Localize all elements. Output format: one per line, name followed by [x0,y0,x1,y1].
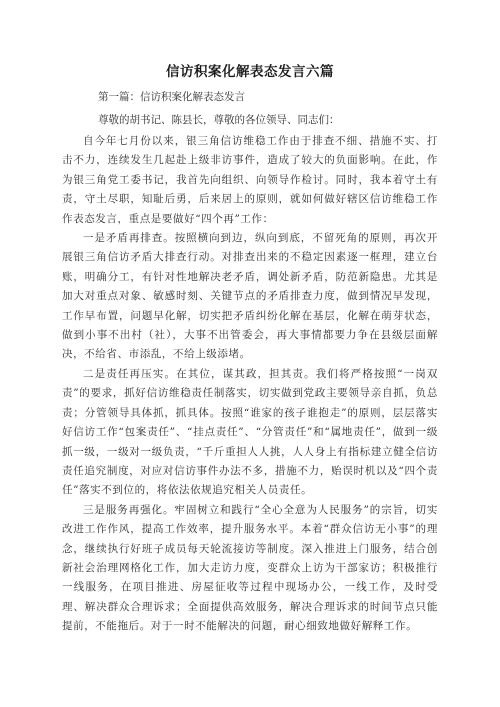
body-paragraph-service: 三是服务再强化。牢固树立和践行“全心全意为人民服务”的宗旨，切实改进工作作风，提高工作效率，提升服务水平。本着“群众信访无小事”的理念，继续执行好班子成员每天轮流接访等制度。深入推进上门服务，结合创新社会治理网格化工作，加大走访力度，变群众上访为干部家访；积极推行一线服务，在项目推进、房屋征收等过程中现场办公，一线工作，及时受理、解决群众合理诉求；全面提供高效服务，解决合理诉求的时间节点只能提前，不能拖后。对于一时不能解决的问题，耐心细致地做好解释工作。 [62,503,438,633]
document-title: 信访积案化解表态发言六篇 [166,64,334,80]
body-paragraph-intro: 自今年七月份以来，银三角信访维稳工作由于排查不细、措施不实、打击不力，连续发生几起赴上级非访事件，造成了较大的负面影响。在此，作为银三角党工委书记，我首先向组织、向领导作检讨。同时，我本着守土有责，守土尽职，知耻后勇，后来居上的原则，就如何做好辖区信访维稳工作作表态发言，重点是要做好“四个再”工作： [62,135,438,225]
body-paragraph-conflict-investigation: 一是矛盾再排查。按照横向到边，纵向到底，不留死角的原则，再次开展银三角信访矛盾大排查行动。对排查出来的不稳定因素逐一框理，建立台账，明确分工，有针对性地解决老矛盾，调处新矛盾，防范新隐患。尤其是加大对重点对象、敏感时刻、关键节点的矛盾排查力度，做到情况早发现，工作早布置，问题早化解，切实把矛盾纠纷化解在基层，化解在萌芽状态，做到小事不出村（社），大事不出管委会，再大事情都要力争在县级层面解决，不给省、市添乱，不给上级添堵。 [62,232,438,361]
document-subtitle: 第一篇：信访积案化解表态发言 [98,91,245,103]
body-paragraph-responsibility: 二是责任再压实。在其位，谋其政，担其责。我们将严格按照“一岗双责”的要求，抓好信访维稳责任制落实，切实做到党政主要领导亲自抓，负总责；分管领导具体抓，抓具体。按照“谁家的孩子谁抱走”的原则，层层落实好信访工作“包案责任”、“挂点责任”、“分管责任”和“属地责任”，做到一级抓一级，一级对一级负责，“千斤重担人人挑，人人身上有指标建立健全信访责任追究制度，对应对信访事件办法不多，措施不力，贻误时机以及“四个责任”落实不到位的，将依法依规追究相关人员责任。 [62,367,438,497]
greeting-line: 尊敬的胡书记、陈县长，尊敬的各位领导、同志们： [98,114,340,126]
